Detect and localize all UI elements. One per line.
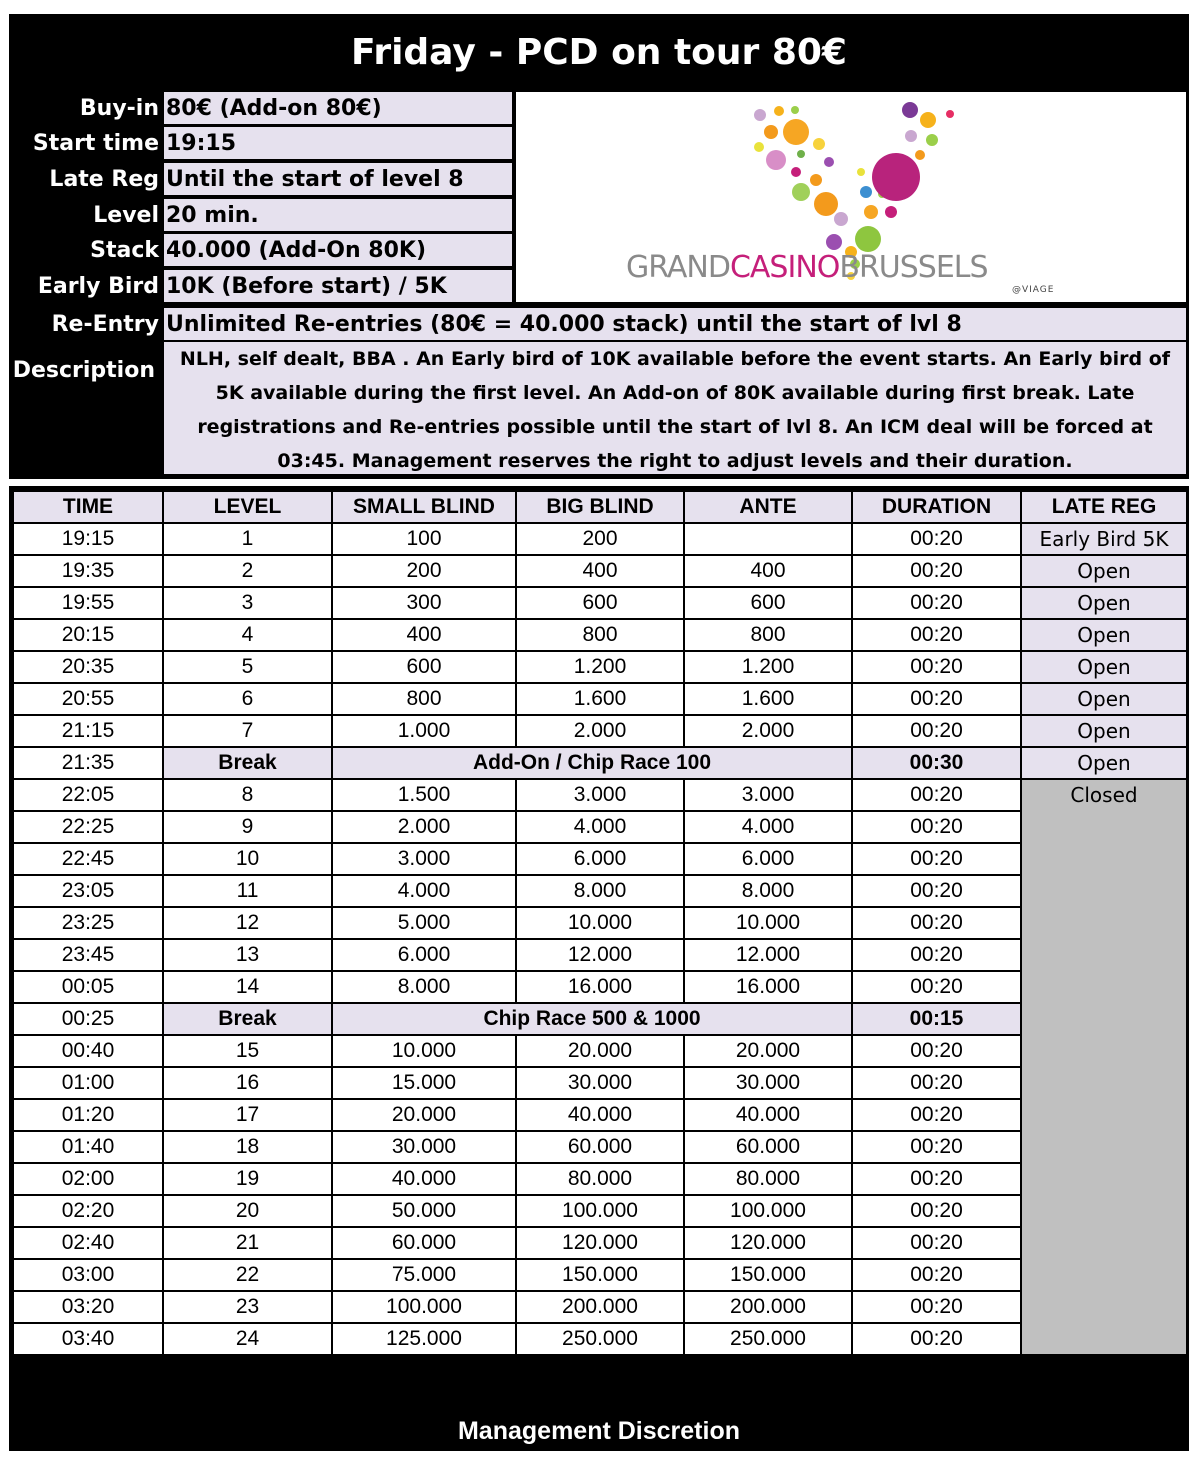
small-blind-cell: 5.000 [332,907,516,939]
ante-cell: 2.000 [684,715,852,747]
late-reg-cell: Early Bird 5K [1021,523,1187,555]
small-blind-cell: 15.000 [332,1067,516,1099]
level-cell: 17 [163,1099,332,1131]
small-blind-cell: 60.000 [332,1227,516,1259]
small-blind-cell: 1.500 [332,779,516,811]
level-cell: 14 [163,971,332,1003]
ante-cell: 100.000 [684,1195,852,1227]
small-blind-cell: 1.000 [332,715,516,747]
big-blind-cell: 12.000 [516,939,684,971]
level-label: Level [93,203,159,228]
ante-cell: 30.000 [684,1067,852,1099]
duration-cell: 00:20 [852,1067,1021,1099]
level-cell: 15 [163,1035,332,1067]
description-text: NLH, self dealt, BBA . An Early bird of 10K available before the event starts. An Early bird of 5K available during the first level. An Add-on of 80K available during first break. Late registrations and Re-entries possible until the start of lvl 8. An ICM deal will be forced at 03:45. Management reserves the right to adjust levels and their duration. [164,342,1186,474]
table-row [13,747,1187,779]
small-blind-cell: 6.000 [332,939,516,971]
table-row [13,907,1187,939]
ante-cell: 400 [684,555,852,587]
big-blind-cell: 100.000 [516,1195,684,1227]
break-note-cell: Add-On / Chip Race 100 [332,747,852,779]
big-blind-cell: 2.000 [516,715,684,747]
table-header-row [13,491,1187,523]
small-blind-cell: 20.000 [332,1099,516,1131]
duration-cell: 00:20 [852,1163,1021,1195]
ante-cell: 8.000 [684,875,852,907]
duration-cell: 00:20 [852,1131,1021,1163]
time-cell: 00:40 [13,1035,163,1067]
column-header: TIME [13,491,163,523]
time-cell: 23:45 [13,939,163,971]
duration-cell: 00:20 [852,843,1021,875]
level-cell: 23 [163,1291,332,1323]
level-cell: 20 [163,1195,332,1227]
big-blind-cell: 600 [516,587,684,619]
time-cell: 02:00 [13,1163,163,1195]
ante-cell: 6.000 [684,843,852,875]
big-blind-cell: 400 [516,555,684,587]
time-cell: 22:45 [13,843,163,875]
duration-cell: 00:20 [852,1099,1021,1131]
table-row [13,1131,1187,1163]
time-cell: 20:35 [13,651,163,683]
big-blind-cell: 20.000 [516,1035,684,1067]
small-blind-cell: 200 [332,555,516,587]
late-reg-cell: Open [1021,683,1187,715]
small-blind-cell: 300 [332,587,516,619]
ante-cell: 1.600 [684,683,852,715]
level-cell: 19 [163,1163,332,1195]
ante-cell: 12.000 [684,939,852,971]
big-blind-cell: 10.000 [516,907,684,939]
buyin-label: Buy-in [79,96,159,121]
time-cell: 21:15 [13,715,163,747]
level-cell: 11 [163,875,332,907]
table-row [13,619,1187,651]
blind-schedule [9,486,1189,1451]
duration-cell: 00:15 [852,1003,1021,1035]
late-reg-cell: Open [1021,587,1187,619]
footer-note: Management Discretion [457,1417,740,1445]
duration-cell: 00:30 [852,747,1021,779]
big-blind-cell: 30.000 [516,1067,684,1099]
ante-cell [684,523,852,555]
reentry-value: Unlimited Re-entries (80€ = 40.000 stack) until the start of lvl 8 [164,308,1186,340]
duration-cell: 00:20 [852,779,1021,811]
description-label: Description [12,358,155,383]
big-blind-cell: 16.000 [516,971,684,1003]
reentry-label: Re-Entry [51,312,159,337]
time-cell: 22:25 [13,811,163,843]
small-blind-cell: 10.000 [332,1035,516,1067]
time-cell: 02:20 [13,1195,163,1227]
small-blind-cell: 100 [332,523,516,555]
ante-cell: 1.200 [684,651,852,683]
late-reg-cell: Open [1021,715,1187,747]
small-blind-cell: 75.000 [332,1259,516,1291]
table-row [13,1035,1187,1067]
duration-cell: 00:20 [852,1259,1021,1291]
small-blind-cell: 800 [332,683,516,715]
late-reg-label: Late Reg [49,167,159,192]
level-cell: 8 [163,779,332,811]
small-blind-cell: 2.000 [332,811,516,843]
column-header: ANTE [684,491,852,523]
small-blind-cell: 600 [332,651,516,683]
table-row [13,715,1187,747]
big-blind-cell: 6.000 [516,843,684,875]
time-cell: 19:35 [13,555,163,587]
level-cell: 1 [163,523,332,555]
time-cell: 00:05 [13,971,163,1003]
duration-cell: 00:20 [852,555,1021,587]
column-header: DURATION [852,491,1021,523]
logo-subtext: @VIAGE [1012,285,1055,295]
time-cell: 00:25 [13,1003,163,1035]
duration-cell: 00:20 [852,523,1021,555]
small-blind-cell: 40.000 [332,1163,516,1195]
column-header: LEVEL [163,491,332,523]
big-blind-cell: 1.200 [516,651,684,683]
level-cell: 12 [163,907,332,939]
duration-cell: 00:20 [852,1195,1021,1227]
column-header: BIG BLIND [516,491,684,523]
break-cell: Break [163,747,332,779]
small-blind-cell: 8.000 [332,971,516,1003]
level-cell: 2 [163,555,332,587]
table-row [13,587,1187,619]
ante-cell: 200.000 [684,1291,852,1323]
break-note-cell: Chip Race 500 & 1000 [332,1003,852,1035]
level-cell: 13 [163,939,332,971]
table-row [13,1227,1187,1259]
big-blind-cell: 8.000 [516,875,684,907]
small-blind-cell: 100.000 [332,1291,516,1323]
ante-cell: 150.000 [684,1259,852,1291]
big-blind-cell: 1.600 [516,683,684,715]
level-cell: 9 [163,811,332,843]
early-bird-value: 10K (Before start) / 5K [164,270,512,302]
table-row [13,779,1187,811]
big-blind-cell: 150.000 [516,1259,684,1291]
big-blind-cell: 60.000 [516,1131,684,1163]
ante-cell: 800 [684,619,852,651]
big-blind-cell: 4.000 [516,811,684,843]
late-reg-closed-cell: Closed [1021,779,1187,1355]
big-blind-cell: 80.000 [516,1163,684,1195]
table-row [13,651,1187,683]
table-row [13,971,1187,1003]
time-cell: 01:00 [13,1067,163,1099]
level-cell: 16 [163,1067,332,1099]
early-bird-label: Early Bird [37,274,159,299]
time-cell: 03:20 [13,1291,163,1323]
time-cell: 02:40 [13,1227,163,1259]
duration-cell: 00:20 [852,619,1021,651]
ante-cell: 60.000 [684,1131,852,1163]
big-blind-cell: 3.000 [516,779,684,811]
casino-logo [516,92,1186,302]
ante-cell: 250.000 [684,1323,852,1355]
table-row [13,811,1187,843]
table-row [13,1195,1187,1227]
start-time-label: Start time [32,131,159,156]
ante-cell: 10.000 [684,907,852,939]
stack-label: Stack [90,238,159,263]
late-reg-cell: Open [1021,651,1187,683]
late-reg-cell: Open [1021,747,1187,779]
duration-cell: 00:20 [852,1035,1021,1067]
ante-cell: 80.000 [684,1163,852,1195]
time-cell: 19:55 [13,587,163,619]
break-cell: Break [163,1003,332,1035]
time-cell: 20:55 [13,683,163,715]
level-cell: 6 [163,683,332,715]
tournament-sheet [9,14,1189,1451]
table-row [13,523,1187,555]
table-row [13,1259,1187,1291]
level-cell: 3 [163,587,332,619]
big-blind-cell: 120.000 [516,1227,684,1259]
buyin-value: 80€ (Add-on 80€) [164,92,512,124]
table-row [13,875,1187,907]
ante-cell: 16.000 [684,971,852,1003]
level-cell: 10 [163,843,332,875]
duration-cell: 00:20 [852,715,1021,747]
level-cell: 7 [163,715,332,747]
ante-cell: 3.000 [684,779,852,811]
time-cell: 23:05 [13,875,163,907]
level-cell: 22 [163,1259,332,1291]
table-row [13,1099,1187,1131]
time-cell: 03:40 [13,1323,163,1355]
duration-cell: 00:20 [852,683,1021,715]
table-row [13,1291,1187,1323]
duration-cell: 00:20 [852,1323,1021,1355]
small-blind-cell: 125.000 [332,1323,516,1355]
big-blind-cell: 200 [516,523,684,555]
ante-cell: 20.000 [684,1035,852,1067]
ante-cell: 40.000 [684,1099,852,1131]
small-blind-cell: 4.000 [332,875,516,907]
ante-cell: 4.000 [684,811,852,843]
level-cell: 18 [163,1131,332,1163]
duration-cell: 00:20 [852,811,1021,843]
time-cell: 20:15 [13,619,163,651]
small-blind-cell: 400 [332,619,516,651]
time-cell: 01:20 [13,1099,163,1131]
level-cell: 21 [163,1227,332,1259]
blind-structure-table [12,490,1188,1356]
table-row [13,1067,1187,1099]
column-header: LATE REG [1021,491,1187,523]
late-reg-cell: Open [1021,619,1187,651]
time-cell: 03:00 [13,1259,163,1291]
duration-cell: 00:20 [852,971,1021,1003]
duration-cell: 00:20 [852,1291,1021,1323]
big-blind-cell: 800 [516,619,684,651]
duration-cell: 00:20 [852,939,1021,971]
level-value: 20 min. [164,199,512,231]
ante-cell: 600 [684,587,852,619]
duration-cell: 00:20 [852,907,1021,939]
time-cell: 23:25 [13,907,163,939]
start-time-value: 19:15 [164,127,512,159]
logo-wordmark: GRANDCASINOBRUSSELS [626,250,988,285]
stack-value: 40.000 (Add-On 80K) [164,234,512,266]
late-reg-value: Until the start of level 8 [164,163,512,195]
table-row [13,683,1187,715]
page-title: Friday - PCD on tour 80€ [351,31,847,73]
table-row [13,1003,1187,1035]
duration-cell: 00:20 [852,587,1021,619]
info-header [9,14,1189,479]
table-row [13,939,1187,971]
table-row [13,1163,1187,1195]
time-cell: 22:05 [13,779,163,811]
level-cell: 5 [163,651,332,683]
time-cell: 21:35 [13,747,163,779]
ante-cell: 120.000 [684,1227,852,1259]
big-blind-cell: 250.000 [516,1323,684,1355]
duration-cell: 00:20 [852,875,1021,907]
duration-cell: 00:20 [852,1227,1021,1259]
time-cell: 19:15 [13,523,163,555]
table-row [13,555,1187,587]
time-cell: 01:40 [13,1131,163,1163]
table-row [13,1323,1187,1355]
level-cell: 4 [163,619,332,651]
level-cell: 24 [163,1323,332,1355]
late-reg-cell: Open [1021,555,1187,587]
big-blind-cell: 40.000 [516,1099,684,1131]
column-header: SMALL BLIND [332,491,516,523]
big-blind-cell: 200.000 [516,1291,684,1323]
small-blind-cell: 50.000 [332,1195,516,1227]
table-row [13,843,1187,875]
small-blind-cell: 3.000 [332,843,516,875]
duration-cell: 00:20 [852,651,1021,683]
small-blind-cell: 30.000 [332,1131,516,1163]
